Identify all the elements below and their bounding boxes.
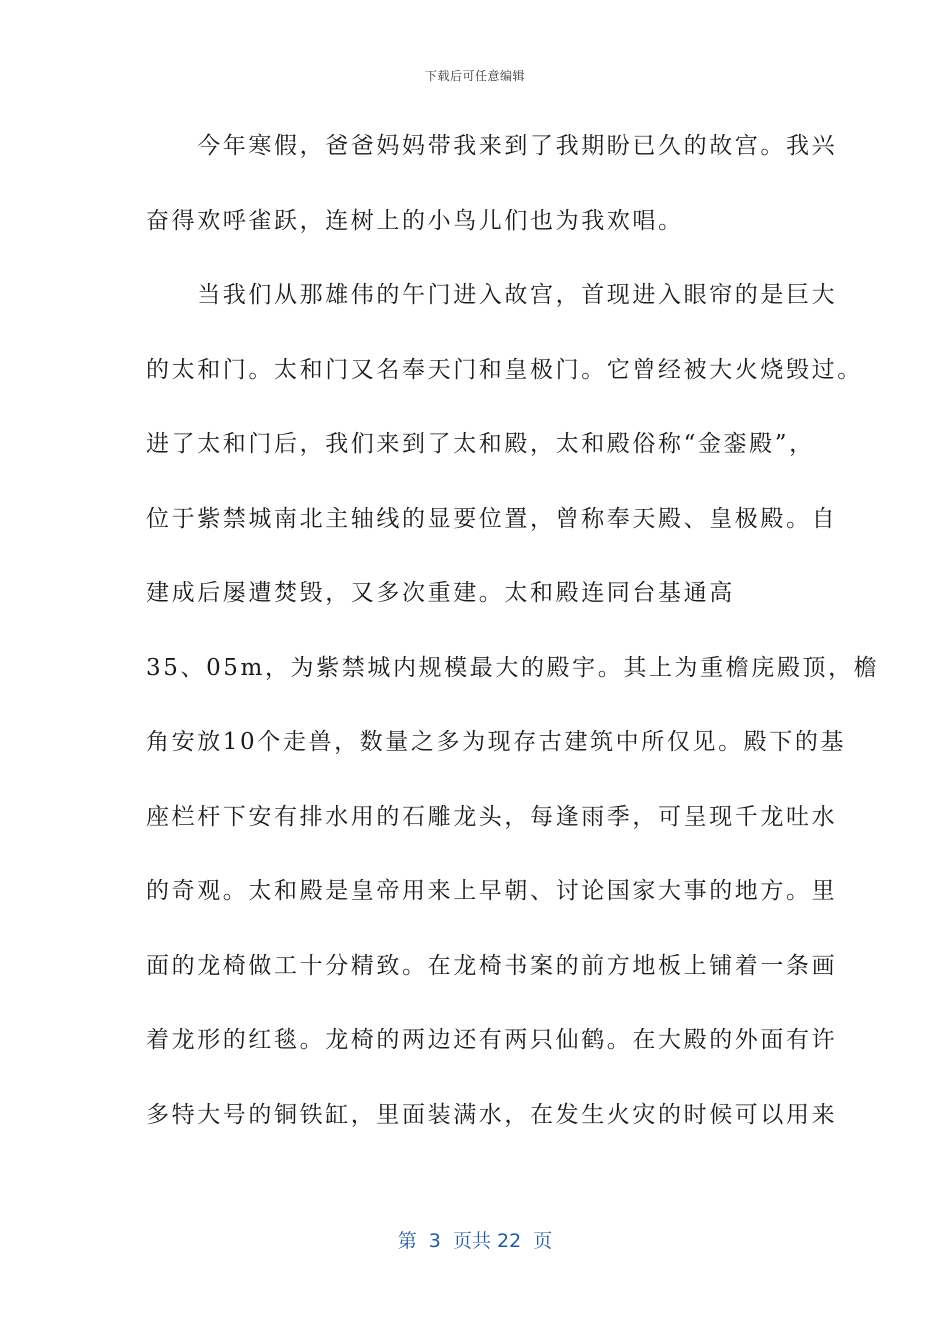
text-line: 位于紫禁城南北主轴线的显要位置，曾称奉天殿、皇极殿。自 xyxy=(146,505,838,532)
text-line: 的太和门。太和门又名奉天门和皇极门。它曾经被大火烧毁过。 xyxy=(146,356,863,383)
page-number-footer: 第 3 页共 22 页 xyxy=(397,1230,553,1252)
text-line: 当我们从那雄伟的午门进入故宫，首现进入眼帘的是巨大 xyxy=(146,282,838,308)
document-body xyxy=(146,126,880,1169)
text-line: 多特大号的铜铁缸，里面装满水，在发生火灾的时候可以用来 xyxy=(146,1101,838,1128)
text-line: 35、05m，为紫禁城内规模最大的殿宇。其上为重檐庑殿顶，檐 xyxy=(146,654,880,681)
text-line: 进了太和门后，我们来到了太和殿，太和殿俗称“金銮殿”， xyxy=(146,431,815,457)
text-line: 座栏杆下安有排水用的石雕龙头，每逢雨季，可呈现千龙吐水 xyxy=(146,803,838,830)
text-line: 的奇观。太和殿是皇帝用来上早朝、讨论国家大事的地方。里 xyxy=(146,878,838,904)
text-line: 面的龙椅做工十分精致。在龙椅书案的前方地板上铺着一条画 xyxy=(146,952,838,979)
text-line: 角安放10个走兽，数量之多为现存古建筑中所仅见。殿下的基 xyxy=(146,729,847,755)
text-line: 奋得欢呼雀跃，连树上的小鸟儿们也为我欢唱。 xyxy=(146,207,684,234)
text-line: 建成后屡遭焚毁，又多次重建。太和殿连同台基通高 xyxy=(146,580,735,606)
text-line: 今年寒假，爸爸妈妈带我来到了我期盼已久的故宫。我兴 xyxy=(146,133,838,159)
text-line: 着龙形的红毯。龙椅的两边还有两只仙鹤。在大殿的外面有许 xyxy=(146,1027,838,1053)
header-note: 下载后可任意编辑 xyxy=(424,69,525,83)
